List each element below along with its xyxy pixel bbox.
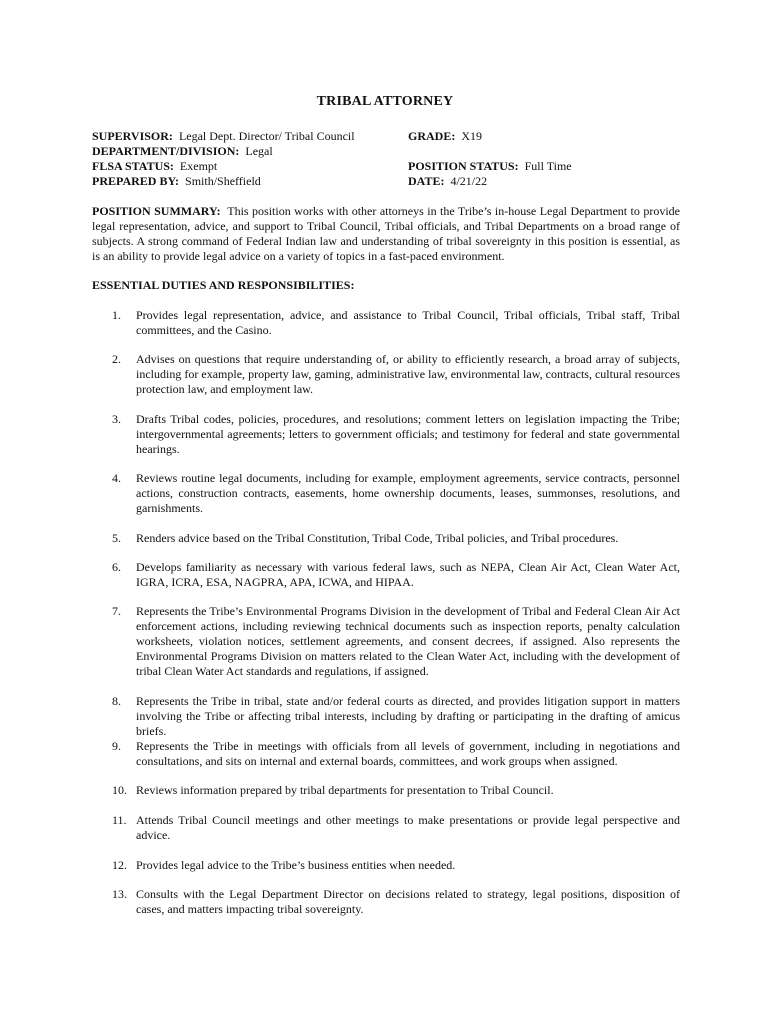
grade-value: X19 <box>461 129 483 143</box>
supervisor-value: Legal Dept. Director/ Tribal Council <box>178 129 355 143</box>
duty-text: Renders advice based on the Tribal Constitution, Tribal Code, Tribal policies, and Tribal procedures. <box>136 531 619 545</box>
duty-text: Represents the Tribe in tribal, state and/or federal courts as directed, and provides litigation support in matters involving the Tribe or affecting tribal interests, including by drafting or participating in the drafting of amicus briefs. <box>136 694 680 738</box>
duty-item <box>92 783 680 798</box>
duty-number: 13. <box>112 887 127 901</box>
position-status-field <box>408 159 572 174</box>
duty-text: Represents the Tribe’s Environmental Programs Division in the development of Tribal and Federal Clean Air Act enforcement actions, including reviewing technical documents such as inspection reports, penalty calculation worksheets, violation notices, settlement agreements, and consent decrees, if assigned. Also represents the Environmental Programs Division on matters related to the Clean Water Act, including with the development of tribal Clean Water Act standards and regulations, if assigned. <box>136 604 680 678</box>
duty-item <box>92 887 680 917</box>
duty-item <box>92 531 680 546</box>
grade-field <box>408 129 482 144</box>
duty-item <box>92 813 680 843</box>
duties-heading: ESSENTIAL DUTIES AND RESPONSIBILITIES: <box>92 278 355 292</box>
duty-text: Provides legal advice to the Tribe’s business entities when needed. <box>136 858 456 872</box>
duty-number: 3. <box>112 412 121 426</box>
date-label: DATE: <box>408 174 445 188</box>
position-status-label: POSITION STATUS: <box>408 159 519 173</box>
prepared-label: PREPARED BY: <box>92 174 180 188</box>
duty-text: Provides legal representation, advice, and assistance to Tribal Council, Tribal officials, Tribal staff, Tribal committees, and the Casino. <box>136 308 680 337</box>
duty-number: 10. <box>112 783 127 797</box>
duty-number: 2. <box>112 352 121 366</box>
flsa-field <box>92 159 217 174</box>
duty-number: 12. <box>112 858 127 872</box>
duty-item <box>92 412 680 457</box>
prepared-value: Smith/Sheffield <box>185 174 261 188</box>
duty-item <box>92 308 680 338</box>
duty-text: Consults with the Legal Department Director on decisions related to strategy, legal positions, disposition of cases, and matters impacting tribal sovereignty. <box>136 887 680 916</box>
duty-number: 6. <box>112 560 121 574</box>
duty-item <box>92 352 680 397</box>
flsa-value: Exempt <box>179 159 218 173</box>
summary-text: This position works with other attorneys in the Tribe’s in-house Legal Department to provide legal representation, advice, and support to Tribal Council, Tribal officials, and Tribal Departments on a broad range of subjects. A strong command of Federal Indian law and understanding of tribal sovereignty in this position is essential, as is an ability to provide legal advice on a variety of topics in a fast-paced environment. <box>92 204 680 263</box>
duty-item <box>92 471 680 516</box>
supervisor-label: SUPERVISOR: <box>92 129 173 143</box>
flsa-label: FLSA STATUS: <box>92 159 174 173</box>
duty-number: 8. <box>112 694 121 708</box>
duty-text: Develops familiarity as necessary with various federal laws, such as NEPA, Clean Air Act, Clean Water Act, IGRA, ICRA, ESA, NAGPRA, APA, ICWA, and HIPAA. <box>136 560 680 589</box>
page-title: TRIBAL ATTORNEY <box>316 94 454 109</box>
duty-item <box>92 560 680 590</box>
duty-number: 5. <box>112 531 121 545</box>
date-field <box>408 174 487 189</box>
duty-text: Represents the Tribe in meetings with officials from all levels of government, including in negotiations and consultations, and sits on internal and external boards, committees, and work groups when assigned. <box>136 739 680 768</box>
department-value: Legal <box>245 144 273 158</box>
duty-number: 11. <box>112 813 127 827</box>
prepared-by-field <box>92 174 261 189</box>
duty-text: Attends Tribal Council meetings and other meetings to make presentations or provide legal perspective and advice. <box>136 813 680 842</box>
duty-text: Reviews information prepared by tribal departments for presentation to Tribal Council. <box>136 783 554 797</box>
duty-text: Reviews routine legal documents, including for example, employment agreements, service contracts, personnel actions, construction contracts, easements, home ownership documents, leases, summonses, resolutions, and garnishments. <box>136 471 680 515</box>
department-label: DEPARTMENT/DIVISION: <box>92 144 240 158</box>
duty-number: 4. <box>112 471 121 485</box>
date-value: 4/21/22 <box>450 174 488 188</box>
duty-number: 7. <box>112 604 121 618</box>
grade-label: GRADE: <box>408 129 456 143</box>
summary-label: POSITION SUMMARY: <box>92 204 221 218</box>
position-status-value: Full Time <box>524 159 572 173</box>
duty-text: Advises on questions that require understanding of, or ability to efficiently research, a broad array of subjects, including for example, property law, gaming, administrative law, environmental law, contracts, cultural resources protection law, and employment law. <box>136 352 680 396</box>
duty-text: Drafts Tribal codes, policies, procedures, and resolutions; comment letters on legislation impacting the Tribe; intergovernmental agreements; letters to government officials; and testimony for federal and state governmental hearings. <box>136 412 680 456</box>
duty-item <box>92 739 680 769</box>
duty-item <box>92 604 680 679</box>
department-field <box>92 144 273 159</box>
duty-item <box>92 858 680 873</box>
position-summary <box>92 204 680 264</box>
duty-number: 9. <box>112 739 121 753</box>
duty-item <box>92 694 680 739</box>
duty-number: 1. <box>112 308 121 322</box>
supervisor-field <box>92 129 355 144</box>
